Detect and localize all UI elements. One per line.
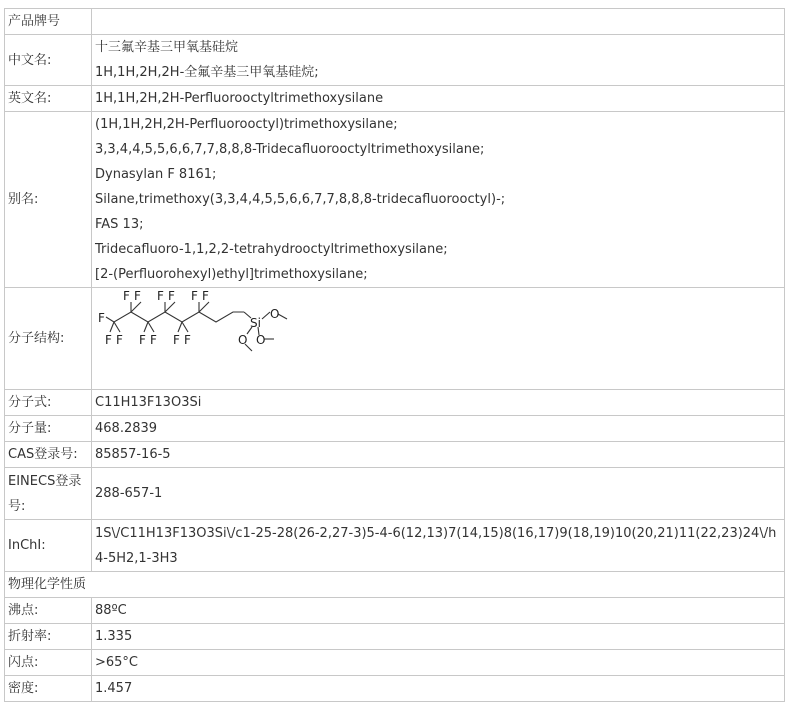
density-label: 密度: (5, 676, 92, 702)
row-cas (5, 442, 785, 468)
alias-line: Silane,trimethoxy(3,3,4,4,5,5,6,6,7,7,8,8,8-tridecafluorooctyl)-; (95, 192, 506, 207)
structure-value (92, 288, 785, 390)
atom-label-f: F (134, 289, 141, 303)
row-english-name (5, 86, 785, 112)
row-molecular-weight (5, 416, 785, 442)
row-formula (5, 390, 785, 416)
row-flash-point (5, 650, 785, 676)
alias-line: (1H,1H,2H,2H-Perfluorooctyl)trimethoxysilane; (95, 117, 398, 132)
molecular-structure-diagram (92, 289, 292, 388)
alias-line: [2-(Perfluorohexyl)ethyl]trimethoxysilane; (95, 267, 368, 282)
row-aliases (5, 112, 785, 288)
row-brand (5, 9, 785, 35)
row-inchi (5, 520, 785, 572)
section-heading-physchem: 物理化学性质 (5, 572, 785, 598)
molecular-weight-value: 468.2839 (92, 416, 785, 442)
cas-value: 85857-16-5 (92, 442, 785, 468)
row-chinese-name (5, 35, 785, 86)
atom-label-o: O (238, 333, 248, 347)
atom-label-f: F (105, 333, 112, 347)
row-density (5, 676, 785, 702)
formula-value: C11H13F13O3Si (92, 390, 785, 416)
einecs-label: EINECS登录号: (5, 468, 92, 520)
aliases-value (92, 112, 785, 288)
atom-label-f: F (157, 289, 164, 303)
refractive-index-value: 1.335 (92, 624, 785, 650)
atom-label-f: F (202, 289, 209, 303)
row-refractive-index (5, 624, 785, 650)
alias-line: Dynasylan F 8161; (95, 167, 217, 182)
properties-table (4, 8, 785, 702)
atom-label-f: F (173, 333, 180, 347)
atom-label-f: F (184, 333, 191, 347)
flash-point-label: 闪点: (5, 650, 92, 676)
boiling-point-value: 88ºC (92, 598, 785, 624)
brand-value (92, 9, 785, 35)
chinese-name-line: 1H,1H,2H,2H-全氟辛基三甲氧基硅烷; (95, 65, 319, 80)
atom-label-o: O (256, 333, 266, 347)
boiling-point-label: 沸点: (5, 598, 92, 624)
row-section-physchem (5, 572, 785, 598)
atom-label-si: Si (250, 316, 261, 330)
brand-label: 产品牌号 (5, 9, 92, 35)
alias-line: FAS 13; (95, 217, 144, 232)
inchi-label: InChI: (5, 520, 92, 572)
chinese-name-value (92, 35, 785, 86)
atom-label-o: O (270, 307, 280, 321)
alias-line: 3,3,4,4,5,5,6,6,7,7,8,8,8-Tridecafluorooctyltrimethoxysilane; (95, 142, 485, 157)
refractive-index-label: 折射率: (5, 624, 92, 650)
atom-label-f: F (191, 289, 198, 303)
english-name-label: 英文名: (5, 86, 92, 112)
english-name-value: 1H,1H,2H,2H-Perfluorooctyltrimethoxysilane (92, 86, 785, 112)
chinese-name-label: 中文名: (5, 35, 92, 86)
inchi-value: 1S\/C11H13F13O3Si\/c1-25-28(26-2,27-3)5-4-6(12,13)7(14,15)8(16,17)9(18,19)10(20,21)11(22,23)24\/h4-5H2,1-3H3 (92, 520, 785, 572)
row-structure (5, 288, 785, 390)
formula-label: 分子式: (5, 390, 92, 416)
aliases-label: 别名: (5, 112, 92, 288)
atom-label-f: F (150, 333, 157, 347)
atom-label-f: F (139, 333, 146, 347)
cas-label: CAS登录号: (5, 442, 92, 468)
einecs-value: 288-657-1 (92, 468, 785, 520)
chinese-name-line: 十三氟辛基三甲氧基硅烷 (95, 40, 239, 55)
molecular-weight-label: 分子量: (5, 416, 92, 442)
atom-label-f: F (98, 311, 105, 325)
atom-label-f: F (168, 289, 175, 303)
atom-label-f: F (123, 289, 130, 303)
row-boiling-point (5, 598, 785, 624)
flash-point-value: >65°C (92, 650, 785, 676)
density-value: 1.457 (92, 676, 785, 702)
atom-label-f: F (116, 333, 123, 347)
structure-label: 分子结构: (5, 288, 92, 390)
row-einecs (5, 468, 785, 520)
alias-line: Tridecafluoro-1,1,2,2-tetrahydrooctyltrimethoxysilane; (95, 242, 448, 257)
